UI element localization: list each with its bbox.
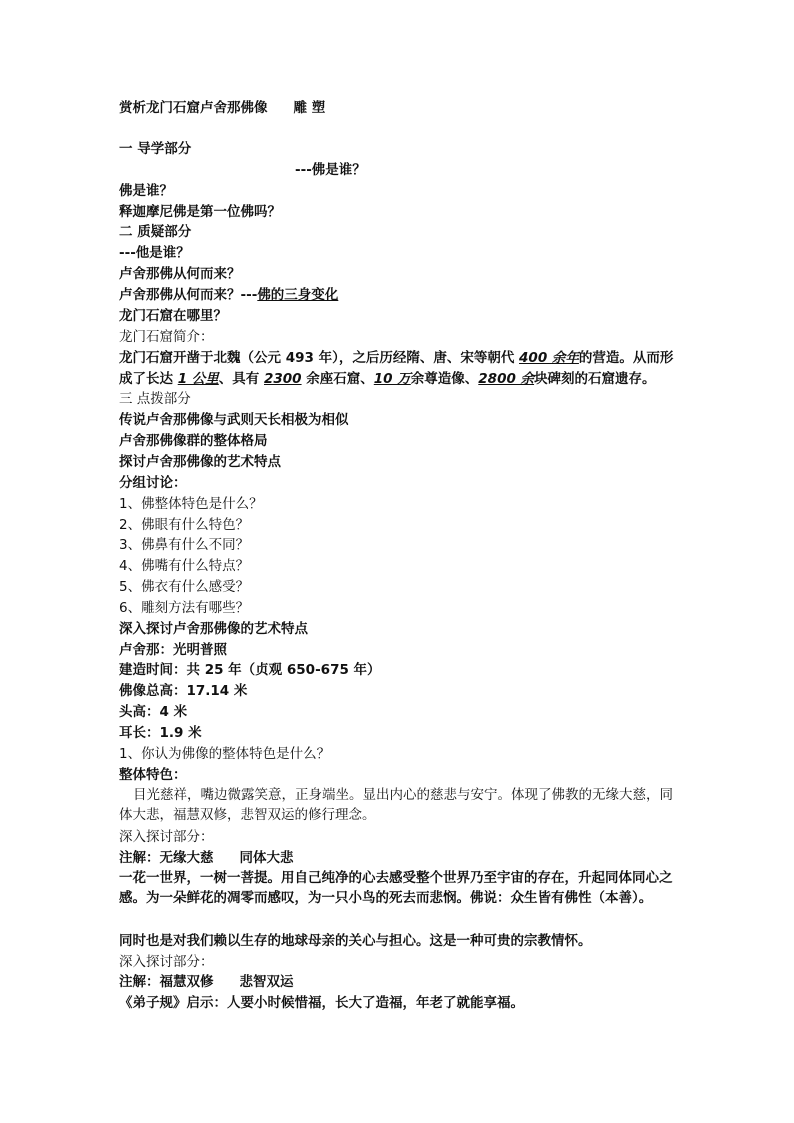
deep-discussion-part-2: 深入探讨部分： xyxy=(119,954,214,970)
note-label: 注解： xyxy=(119,850,160,866)
intro-years: 400 余年 xyxy=(519,350,579,366)
dizigui-inspiration: 《弟子规》启示：人要小时候惜福，长大了造福，年老了就能享福。 xyxy=(119,995,524,1011)
paragraph-earth: 同时也是对我们赖以生存的地球母亲的关心与担心。这是一种可贵的宗教情怀。 xyxy=(119,933,592,949)
trikaya-text: 佛的三身变化 xyxy=(257,287,339,303)
ear-label: 耳长： xyxy=(119,725,160,741)
section-3-heading: 三 点拨部分 xyxy=(119,391,191,407)
name-value: 光明普照 xyxy=(173,642,227,658)
note-term: 无缘大慈 xyxy=(159,850,214,866)
ear-length xyxy=(119,723,691,743)
head-value: 4 米 xyxy=(159,704,188,720)
intro-text: 余座石窟、 xyxy=(301,371,374,387)
section-2-heading: 二 质疑部分 xyxy=(119,224,192,240)
height-value: 17.14 米 xyxy=(186,683,248,699)
intro-text: 余尊造像、 xyxy=(410,371,479,387)
intro-text: 的营造。从而形 xyxy=(578,350,674,366)
note-compassion xyxy=(119,848,691,868)
art-features: 探讨卢舍那佛像的艺术特点 xyxy=(119,454,281,470)
statue-layout: 卢舍那佛像群的整体格局 xyxy=(119,433,268,449)
note-wisdom xyxy=(119,972,691,992)
title-tail: 雕 塑 xyxy=(293,100,326,116)
discussion-question: 1、佛整体特色是什么？ xyxy=(119,496,263,512)
name-meaning xyxy=(119,640,691,660)
note-term: 福慧双修 xyxy=(159,974,214,990)
section-1-subtitle: ---佛是谁？ xyxy=(295,162,366,178)
construction-time xyxy=(119,660,691,680)
intro-steles: 2800 余 xyxy=(478,371,535,387)
paragraph-one-flower: 一花一世界，一树一菩提。用自己纯净的心去感受整个世界乃至宇宙的存在，升起同体同心之感。为一朵鲜花的凋零而感叹，为一只小鸟的死去而悲悯。佛说：众生皆有佛性（本善）。 xyxy=(119,870,673,906)
discussion-question: 5、佛衣有什么感受？ xyxy=(119,579,250,595)
question-first-buddha: 释迦摩尼佛是第一位佛吗？ xyxy=(119,204,281,220)
discussion-question: 2、佛眼有什么特色？ xyxy=(119,517,250,533)
question-overall: 1、你认为佛像的整体特色是什么？ xyxy=(119,746,331,762)
intro-statues: 10 万 xyxy=(373,371,411,387)
intro-text: 龙门石窟开凿于北魏（公元 493 年），之后历经隋、唐、宋等朝代 xyxy=(119,350,520,366)
overall-features-label: 整体特色： xyxy=(119,767,187,783)
note-label: 注解： xyxy=(119,974,160,990)
ear-value: 1.9 米 xyxy=(159,725,202,741)
origin-text: 卢舍那佛从何而来？--- xyxy=(119,287,258,303)
section-2-subtitle: ---他是谁？ xyxy=(119,245,190,261)
time-value: 共 25 年（贞观 650-675 年） xyxy=(186,662,381,678)
intro-text: 块碑刻的石窟遗存。 xyxy=(534,371,656,387)
discussion-question: 3、佛鼻有什么不同？ xyxy=(119,537,250,553)
title-main: 赏析龙门石窟卢舍那佛像 xyxy=(119,100,268,116)
note-term: 悲智双运 xyxy=(239,974,294,990)
head-label: 头高： xyxy=(119,704,160,720)
legend-empress: 传说卢舍那佛像与武则天长相极为相似 xyxy=(119,412,349,428)
head-height xyxy=(119,702,691,722)
discussion-question: 6、雕刻方法有哪些？ xyxy=(119,600,250,616)
overall-features-text: 目光慈祥，嘴边微露笑意，正身端坐。显出内心的慈悲与安宁。体现了佛教的无缘大慈，同体大悲，福慧双修，悲智双运的修行理念。 xyxy=(119,787,673,823)
grottoes-intro-line-2 xyxy=(119,369,691,389)
deep-discussion-part-1: 深入探讨部分： xyxy=(119,829,214,845)
section-1-heading: 一 导学部分 xyxy=(119,141,192,157)
grottoes-intro-label: 龙门石窟简介： xyxy=(119,329,214,345)
group-discussion-label: 分组讨论： xyxy=(119,475,187,491)
intro-text: 成了长达 xyxy=(119,371,178,387)
intro-text: 、具有 xyxy=(218,371,264,387)
note-term: 同体大悲 xyxy=(239,850,294,866)
height-label: 佛像总高： xyxy=(119,683,187,699)
intro-length: 1 公里 xyxy=(177,371,219,387)
time-label: 建造时间： xyxy=(119,662,187,678)
name-label: 卢舍那： xyxy=(119,642,173,658)
intro-caves: 2300 xyxy=(264,371,302,387)
question-who-is-buddha: 佛是谁？ xyxy=(119,183,173,199)
grottoes-intro-line-1 xyxy=(119,348,691,368)
question-location: 龙门石窟在哪里？ xyxy=(119,308,227,324)
question-origin: 卢舍那佛从何而来？ xyxy=(119,266,241,282)
statue-height xyxy=(119,681,691,701)
deep-discussion-heading: 深入探讨卢舍那佛像的艺术特点 xyxy=(119,621,308,637)
question-origin-trikaya xyxy=(119,285,691,305)
document-title xyxy=(119,98,691,118)
discussion-question: 4、佛嘴有什么特点？ xyxy=(119,558,250,574)
